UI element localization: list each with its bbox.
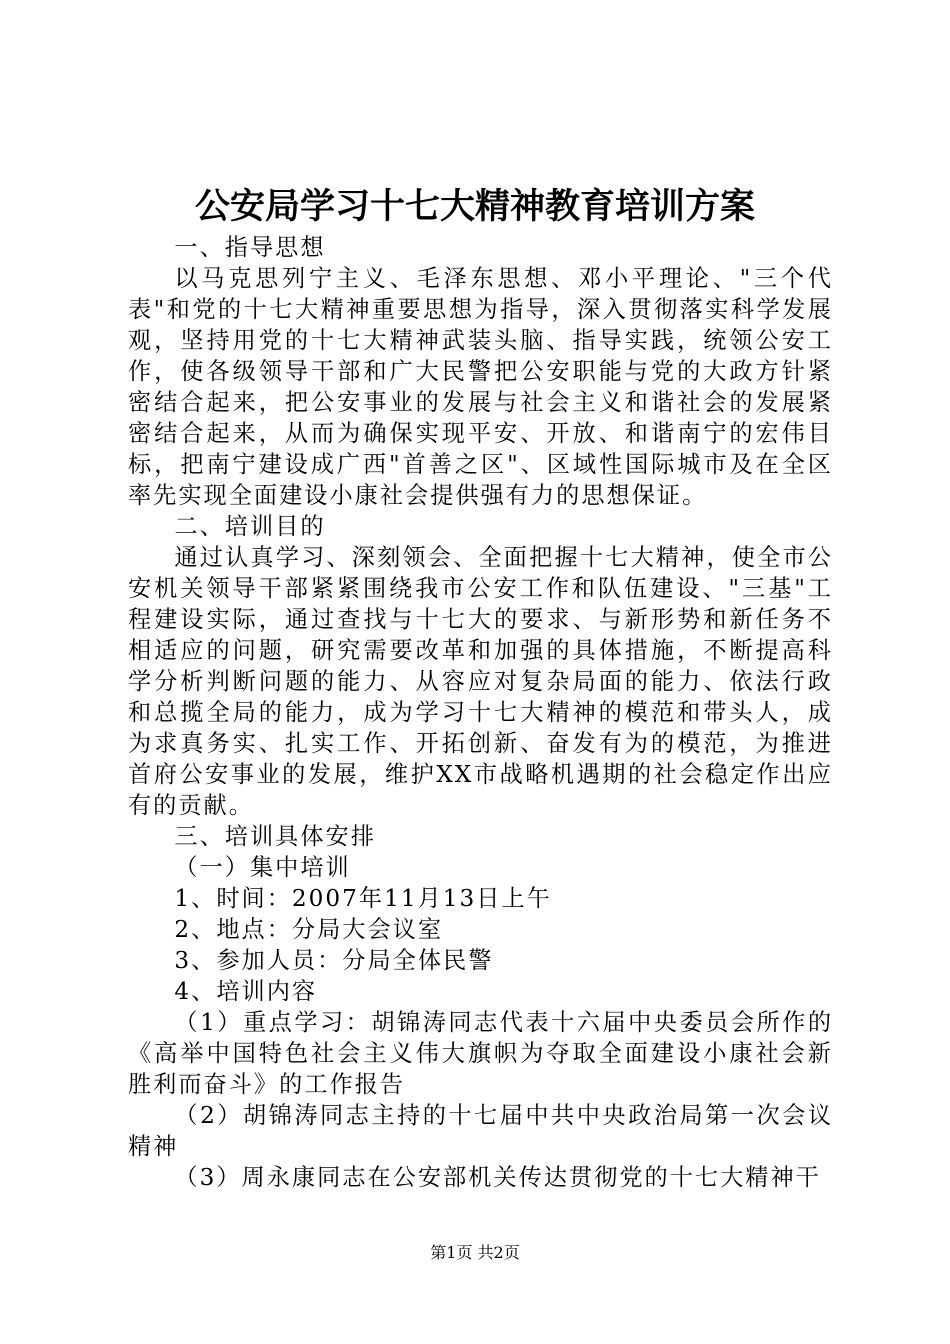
list-item-participants: 3、参加人员：分局全体民警 (174, 947, 494, 974)
subsection-heading-centralized-training: （一）集中培训 (174, 854, 351, 881)
section-heading-guiding-ideology: 一、指导思想 (174, 234, 326, 261)
page-footer: 第1页 共2页 (430, 1243, 520, 1262)
document-body (128, 232, 833, 1193)
list-item-content: 4、培训内容 (174, 978, 318, 1005)
paragraph-training-purpose: 通过认真学习、深刻领会、全面把握十七大精神，使全市公安机关领导干部紧紧围绕我市公安工作和队伍建设、"三基"工程建设实际，通过查找与十七大的要求、与新形势和新任务不相适应的问题，研究需要改革和加强的具体措施，不断提高科学分析判断问题的能力、从容应对复杂局面的能力、依法行政和总揽全局的能力，成为学习十七大精神的模范和带头人，成为求真务实、扎实工作、开拓创新、奋发有为的模范，为推进首府公安事业的发展，维护XX市战略机遇期的社会稳定作出应有的贡献。 (128, 544, 833, 819)
section-heading-training-arrangement: 三、培训具体安排 (174, 823, 376, 850)
content-item-2: （2）胡锦涛同志主持的十七届中共中央政治局第一次会议精神 (128, 1102, 833, 1160)
content-item-3: （3）周永康同志在公安部机关传达贯彻党的十七大精神干 (174, 1164, 821, 1191)
content-item-1: （1）重点学习：胡锦涛同志代表十六届中央委员会所作的《高举中国特色社会主义伟大旗帜为夺取全面建设小康社会新胜利而奋斗》的工作报告 (128, 1009, 833, 1098)
document-title: 公安局学习十七大精神教育培训方案 (194, 186, 755, 227)
section-heading-training-purpose: 二、培训目的 (174, 513, 326, 540)
paragraph-guiding-ideology: 以马克思列宁主义、毛泽东思想、邓小平理论、"三个代表"和党的十七大精神重要思想为指导，深入贯彻落实科学发展观，坚持用党的十七大精神武装头脑、指导实践，统领公安工作，使各级领导干部和广大民警把公安职能与党的大政方针紧密结合起来，把公安事业的发展与社会主义和谐社会的发展紧密结合起来，从而为确保实现平安、开放、和谐南宁的宏伟目标，把南宁建设成广西"首善之区"、区域性国际城市及在全区率先实现全面建设小康社会提供强有力的思想保证。 (128, 265, 833, 509)
list-item-location: 2、地点：分局大会议室 (174, 916, 444, 943)
list-item-time: 1、时间：2007年11月13日上午 (174, 885, 552, 912)
